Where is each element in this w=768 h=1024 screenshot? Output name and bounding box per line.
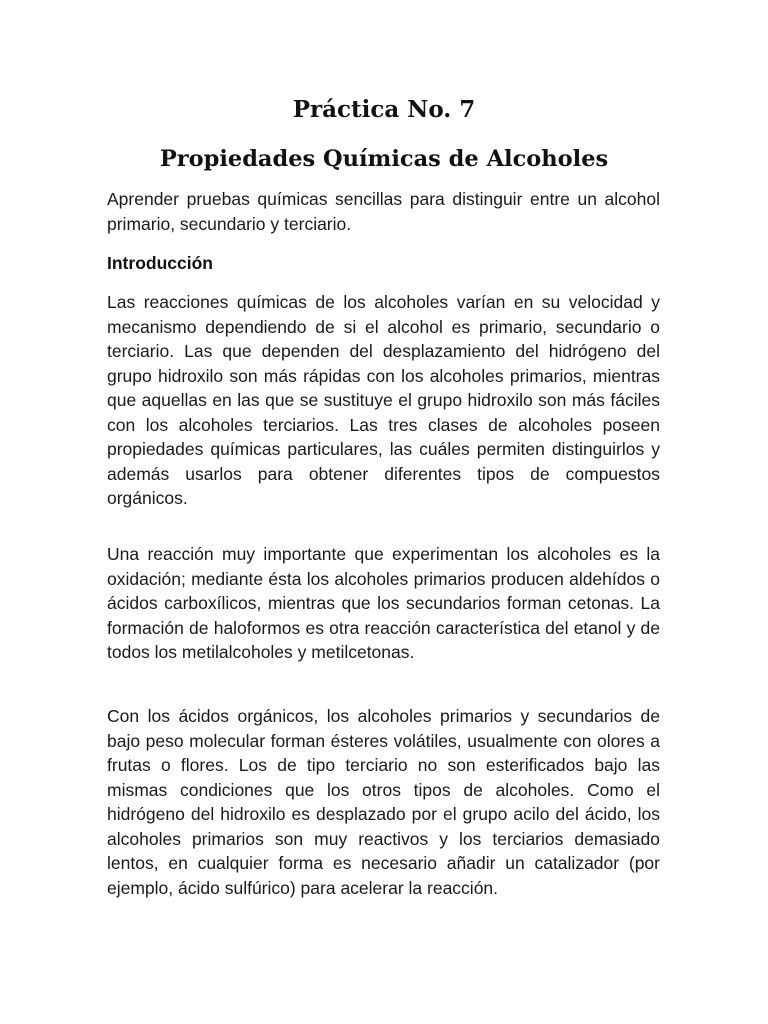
document-subtitle: Propiedades Químicas de Alcoholes bbox=[159, 146, 609, 172]
body-paragraph: Con los ácidos orgánicos, los alcoholes primarios y secundarios de bajo peso molecular forman ésteres volátiles, usualmente con olores a frutas o flores. Los de tipo terciario no son esterificados bajo las mismas condiciones que los otros tipos de alcoholes. Como el hidrógeno del hidroxilo es desplazado por el grupo acilo del ácido, los alcoholes primarios son muy reactivos y los terciarios demasiado lentos, en cualquier forma es necesario añadir un catalizador (por ejemplo, ácido sulfúrico) para acelerar la reacción. bbox=[107, 706, 660, 898]
introduction-heading: Introducción bbox=[107, 253, 213, 273]
aim-paragraph: Aprender pruebas químicas sencillas para distinguir entre un alcohol primario, secundario y terciario. bbox=[107, 189, 660, 234]
document-title: Práctica No. 7 bbox=[292, 96, 476, 123]
body-paragraph: Una reacción muy importante que experimentan los alcoholes es la oxidación; mediante ésta los alcoholes primarios producen aldehídos o ácidos carboxílicos, mientras que los secundarios forman cetonas. La formación de haloformos es otra reacción característica del etanol y de todos los metilalcoholes y metilcetonas. bbox=[107, 544, 660, 662]
body-paragraph: Las reacciones químicas de los alcoholes varían en su velocidad y mecanismo dependiendo de si el alcohol es primario, secundario o terciario. Las que dependen del desplazamiento del hidrógeno del grupo hidroxilo son más rápidas con los alcoholes primarios, mientras que aquellas en las que se sustituye el grupo hidroxilo son más fáciles con los alcoholes terciarios. Las tres clases de alcoholes poseen propiedades químicas particulares, las cuáles permiten distinguirlos y además usarlos para obtener diferentes tipos de compuestos orgánicos. bbox=[107, 292, 660, 508]
